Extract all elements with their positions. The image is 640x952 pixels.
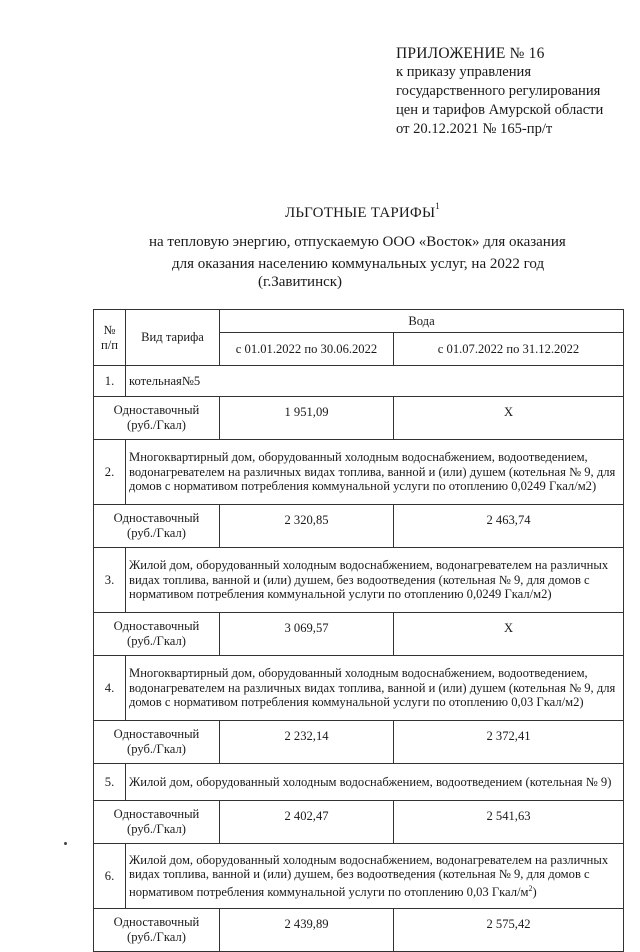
appendix-line: цен и тарифов Амурской области [396,102,604,118]
table-row [94,721,624,764]
table-row [94,440,624,505]
appendix-line: государственного регулирования [396,83,601,99]
unit-label-line: (руб./Гкал) [127,634,186,648]
header-period-2: с 01.07.2022 по 31.12.2022 [394,333,624,366]
unit-label-line: (руб./Гкал) [127,742,186,756]
unit-label [94,721,220,764]
table-row [94,613,624,656]
appendix-header [396,44,636,139]
subtitle-line-1: на тепловую энергию, отпускаемую ООО «Восток» для оказания [149,234,566,250]
unit-label-line: (руб./Гкал) [127,526,186,540]
unit-label [94,613,220,656]
row-description: Многоквартирный дом, оборудованный холодным водоснабжением, водоотведением, водонагревателем на различных видах топлива, ванной и (или) душем (котельная № 9, для домов с нормативом потребления коммунальной услуги по отоплению 0,03 Гкал/м2) [126,656,624,721]
row-number: 2. [94,440,126,505]
header-num: № п/п [94,310,126,366]
appendix-title: ПРИЛОЖЕНИЕ № 16 [396,45,545,62]
unit-label-line: Одноставочный [113,807,200,821]
table-row [94,801,624,844]
tariff-value: 2 439,89 [220,909,394,952]
row-number: 5. [94,764,126,801]
unit-label-line: Одноставочный [113,727,200,741]
unit-label-line: Одноставочный [113,915,200,929]
row-number: 1. [94,366,126,397]
table-row [94,366,624,397]
unit-label [94,909,220,952]
unit-label-line: Одноставочный [113,511,200,525]
header-water: Вода [220,310,624,333]
title-text: ЛЬГОТНЫЕ ТАРИФЫ [285,205,436,221]
table-row [94,505,624,548]
row-number: 4. [94,656,126,721]
table-row [94,909,624,952]
table-header-row [94,310,624,333]
unit-label [94,801,220,844]
superscript: 2 [528,883,533,893]
row-description-text: Жилой дом, оборудованный холодным водоснабжением, водонагревателем на различных видах топлива, ванной и (или) душем, без водоотведения (котельная № 9, для домов с нормативом потребления коммунальной услуги по отоплению 0,03 Гкал/м [129,852,609,899]
row-description: котельная№5 [126,366,624,397]
tariff-table [93,309,624,952]
appendix-line: к приказу управления [396,64,532,80]
header-period-1: с 01.01.2022 по 30.06.2022 [220,333,394,366]
row-description [126,844,624,909]
tariff-value: 2 541,63 [394,801,624,844]
tariff-value: 3 069,57 [220,613,394,656]
unit-label-line: Одноставочный [113,403,200,417]
subtitle-location: (г.Завитинск) [258,274,343,290]
unit-label-line: Одноставочный [113,619,200,633]
unit-label-line: (руб./Гкал) [127,822,186,836]
tariff-value: 2 463,74 [394,505,624,548]
document-title [285,203,440,222]
table-row [94,397,624,440]
tariff-value: 2 372,41 [394,721,624,764]
tariff-value: 2 320,85 [220,505,394,548]
subtitle-line-2: для оказания населению коммунальных услуг, на 2022 год [172,256,545,272]
row-description-end: ) [532,884,537,899]
row-description: Жилой дом, оборудованный холодным водоснабжением, водонагревателем на различных видах топлива, ванной и (или) душем, без водоотведения (котельная № 9, для домов с нормативом потребления коммунальной услуги по отоплению 0,0249 Гкал/м2) [126,548,624,613]
row-number: 6. [94,844,126,909]
table-row [94,548,624,613]
footnote-mark: 1 [435,201,440,211]
unit-label [94,505,220,548]
scan-speck [64,842,67,845]
unit-label [94,397,220,440]
tariff-value: 1 951,09 [220,397,394,440]
tariff-value: Х [394,613,624,656]
tariff-value: Х [394,397,624,440]
appendix-date: от 20.12.2021 № 165-пр/т [396,121,553,137]
unit-label-line: (руб./Гкал) [127,930,186,944]
table-row [94,656,624,721]
tariff-value: 2 402,47 [220,801,394,844]
unit-label-line: (руб./Гкал) [127,418,186,432]
row-description: Жилой дом, оборудованный холодным водоснабжением, водоотведением (котельная № 9) [126,764,624,801]
header-tariff-type: Вид тарифа [126,310,220,366]
tariff-value: 2 575,42 [394,909,624,952]
row-number: 3. [94,548,126,613]
table-row [94,764,624,801]
tariff-value: 2 232,14 [220,721,394,764]
table-row [94,844,624,909]
row-description: Многоквартирный дом, оборудованный холодным водоснабжением, водоотведением, водонагревателем на различных видах топлива, ванной и (или) душем (котельная № 9, для домов с нормативом потребления коммунальной услуги по отоплению 0,0249 Гкал/м2) [126,440,624,505]
